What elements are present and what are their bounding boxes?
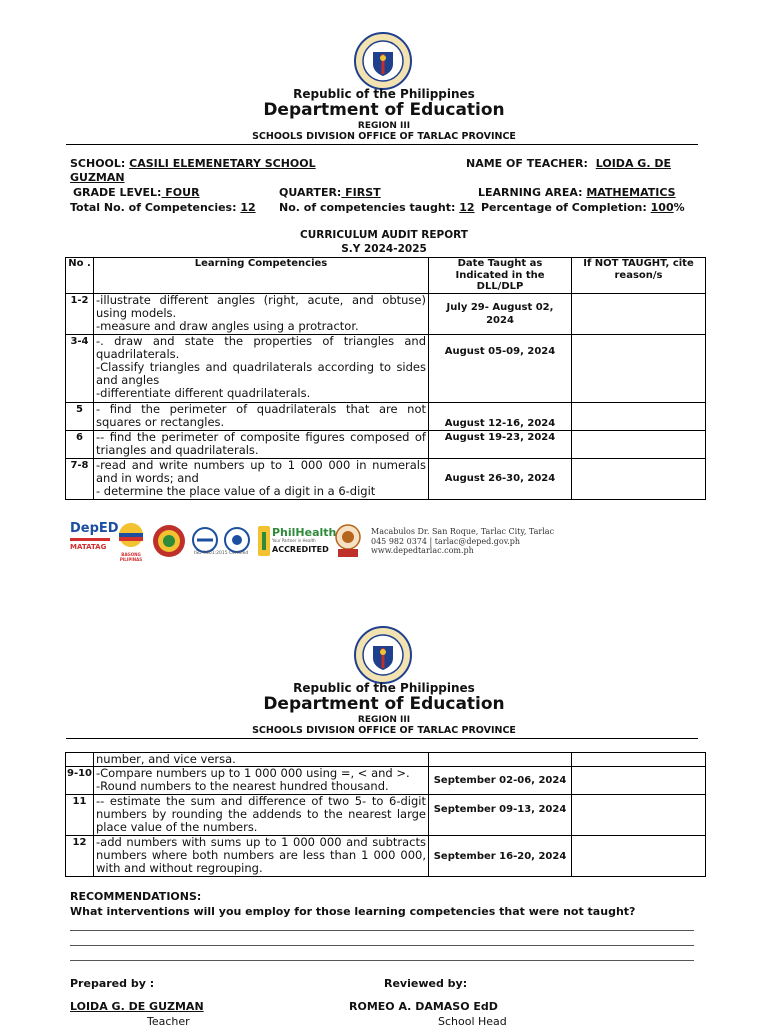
school-label: SCHOOL:: [70, 157, 126, 170]
taught-value: 12: [459, 201, 475, 214]
competency-line: -- estimate the sum and difference of two 5- to 6-digit numbers by rounding the addends to the nearest large place value of the numbers.: [96, 794, 426, 834]
answer-line-2[interactable]: [70, 945, 694, 946]
philhealth-text: PhilHealth: [272, 526, 337, 539]
philhealth-sub: Your Partner in Health: [272, 538, 316, 543]
competency-line: -add numbers with sums up to 1 000 000 and subtracts numbers where both numbers are less than 1 000 000, with and without regrouping.: [96, 835, 426, 875]
quarter-field: [279, 186, 381, 199]
taught-label: No. of competencies taught:: [279, 201, 456, 214]
school-value: CASILI ELEMENETARY SCHOOL: [129, 157, 316, 170]
competency-table-page1: [65, 257, 706, 500]
prepared-name: LOIDA G. DE GUZMAN: [70, 1000, 204, 1013]
bagong-pilipinas-icon: [116, 522, 146, 548]
header-divider-page2: [66, 738, 698, 739]
row-number: 5: [66, 402, 94, 430]
prepared-by-label: Prepared by :: [70, 977, 155, 990]
row-number: [66, 753, 94, 767]
report-sy: S.Y 2024-2025: [341, 243, 427, 255]
competency-cell: [94, 753, 429, 767]
area-label: LEARNING AREA:: [478, 186, 583, 199]
competency-cell: [94, 430, 429, 458]
pct-value: 100: [650, 201, 674, 214]
competency-line: -Classify triangles and quadrilaterals according to sides and angles: [96, 359, 426, 387]
school-field: [70, 157, 316, 170]
matatag-text: MATATAG: [70, 543, 107, 551]
row-number: 11: [66, 795, 94, 836]
competency-cell: [94, 795, 429, 836]
table-row: [66, 334, 706, 402]
competency-cell: [94, 458, 429, 499]
table-row: [66, 767, 706, 795]
table-row: [66, 836, 706, 877]
col-reason-header: If NOT TAUGHT, cite reason/s: [572, 258, 706, 294]
row-number: 6: [66, 430, 94, 458]
bagong-text: BAGONG PILIPINAS: [119, 552, 143, 562]
competency-line: -illustrate different angles (right, acute, and obtuse) using models.: [96, 293, 426, 320]
row-number: 7-8: [66, 458, 94, 499]
philhealth-logo: [258, 524, 337, 558]
area-value: MATHEMATICS: [586, 186, 676, 199]
teacher-value: LOIDA G. DE: [595, 157, 671, 170]
total-label: Total No. of Competencies:: [70, 201, 237, 214]
department-title-page2: Department of Education: [263, 694, 505, 714]
table-row: [66, 430, 706, 458]
address-text: Macabulos Dr. San Roque, Tarlac City, Tarlac: [371, 527, 555, 536]
division-text: SCHOOLS DIVISION OFFICE OF TARLAC PROVINCE: [252, 131, 516, 142]
award-seal-icon: [332, 523, 364, 559]
deped-logo-text: DepED: [70, 521, 119, 536]
row-number: 3-4: [66, 334, 94, 402]
recommendations-question: What interventions will you employ for those learning competencies that were not taught?: [70, 905, 636, 918]
date-cell: July 29- August 02, 2024: [429, 293, 572, 334]
date-cell: September 09-13, 2024: [429, 795, 572, 836]
competency-line: -. draw and state the properties of triangles and quadrilaterals.: [96, 334, 426, 361]
row-number: 9-10: [66, 767, 94, 795]
competency-line: - find the perimeter of quadrilaterals that are not squares or rectangles.: [96, 402, 426, 429]
reason-cell[interactable]: [572, 458, 706, 499]
reviewed-role: School Head: [438, 1015, 507, 1028]
quarter-value: FIRST: [341, 186, 381, 199]
contact-text: 045 982 0374 | tarlac@deped.gov.ph: [371, 536, 521, 546]
taught-field: [279, 201, 475, 214]
reviewed-name: ROMEO A. DAMASO EdD: [349, 1000, 498, 1013]
iso-cert-icon: [192, 527, 218, 553]
reason-cell[interactable]: [572, 795, 706, 836]
competency-line: -Round numbers to the nearest hundred thousand.: [96, 779, 389, 793]
website-text: www.depedtarlac.com.ph: [371, 546, 474, 555]
grade-value: FOUR: [161, 186, 200, 199]
deped-matatag-logo: [70, 521, 119, 558]
republic-text-page2: Republic of the Philippines: [293, 681, 475, 695]
competency-line: -differentiate different quadrilaterals.: [96, 385, 311, 400]
reason-cell[interactable]: [572, 402, 706, 430]
accredited-text: ACCREDITED: [272, 545, 329, 554]
department-title: Department of Education: [263, 100, 505, 120]
prepared-role: Teacher: [147, 1015, 190, 1028]
col-no-header: No .: [66, 258, 94, 294]
date-cell: August 12-16, 2024: [429, 402, 572, 430]
region-text-page2: REGION III: [357, 715, 411, 725]
row-number: 12: [66, 836, 94, 877]
competency-line: number, and vice versa.: [96, 752, 236, 766]
table-row: [66, 293, 706, 334]
competency-cell: [94, 767, 429, 795]
division-seal-icon: [152, 524, 186, 558]
competency-cell: [94, 836, 429, 877]
table-header-row: [66, 258, 706, 294]
answer-line-3[interactable]: [70, 960, 694, 961]
teacher-value-cont: GUZMAN: [70, 171, 125, 184]
date-cell: August 19-23, 2024: [429, 430, 572, 458]
date-cell: September 16-20, 2024: [429, 836, 572, 877]
date-cell: August 26-30, 2024: [429, 458, 572, 499]
table-row: [66, 458, 706, 499]
grade-label: GRADE LEVEL:: [73, 186, 162, 199]
division-text-page2: SCHOOLS DIVISION OFFICE OF TARLAC PROVINCE: [252, 725, 516, 736]
answer-line-1[interactable]: [70, 930, 694, 931]
contact-block: [371, 527, 554, 556]
bagong-pilipinas-logo: [114, 522, 148, 562]
competency-line: -measure and draw angles using a protractor.: [96, 318, 359, 333]
iso-cert-icon-2: [224, 527, 250, 553]
reason-cell[interactable]: [572, 430, 706, 458]
table-row: [66, 795, 706, 836]
date-cell: September 02-06, 2024: [429, 767, 572, 795]
deped-seal-logo: [354, 32, 412, 90]
competency-cell: [94, 293, 429, 334]
report-title: CURRICULUM AUDIT REPORT: [300, 229, 468, 241]
teacher-field: [466, 157, 671, 170]
competency-line: -Compare numbers up to 1 000 000 using =, < and >.: [96, 766, 410, 780]
iso-text: ISO 9001:2015 Certified: [194, 551, 249, 556]
pct-suffix: %: [673, 201, 685, 214]
recommendations-heading: RECOMMENDATIONS:: [70, 890, 202, 903]
reason-cell[interactable]: [572, 753, 706, 767]
date-cell: August 05-09, 2024: [429, 334, 572, 402]
row-number: 1-2: [66, 293, 94, 334]
competency-line: -read and write numbers up to 1 000 000 in numerals and in words; and: [96, 458, 426, 485]
date-cell: [429, 753, 572, 767]
competency-line: - determine the place value of a digit in a 6-digit: [96, 483, 376, 498]
total-field: [70, 201, 256, 214]
grade-field: [73, 186, 200, 199]
region-text: REGION III: [357, 121, 411, 131]
col-competency-header: Learning Competencies: [94, 258, 429, 294]
area-field: [478, 186, 676, 199]
reviewed-by-label: Reviewed by:: [384, 977, 468, 990]
reason-cell[interactable]: [572, 836, 706, 877]
col-date-header: Date Taught as Indicated in the DLL/DLP: [429, 258, 572, 294]
pct-label: Percentage of Completion:: [481, 201, 647, 214]
competency-cell: [94, 334, 429, 402]
header-divider: [66, 144, 698, 145]
teacher-label: NAME OF TEACHER:: [466, 157, 588, 170]
table-row: [66, 753, 706, 767]
reason-cell[interactable]: [572, 334, 706, 402]
percentage-field: [481, 201, 685, 214]
reason-cell[interactable]: [572, 293, 706, 334]
competency-cell: [94, 402, 429, 430]
philhealth-icon: [258, 526, 270, 556]
competency-line: -- find the perimeter of composite figures composed of triangles and quadrilaterals.: [96, 430, 426, 457]
deped-seal-logo-page2: [354, 626, 412, 684]
total-value: 12: [240, 201, 256, 214]
reason-cell[interactable]: [572, 767, 706, 795]
republic-text: Republic of the Philippines: [293, 87, 475, 101]
competency-table-page2: [65, 752, 706, 877]
quarter-label: QUARTER:: [279, 186, 342, 199]
table-row: [66, 402, 706, 430]
